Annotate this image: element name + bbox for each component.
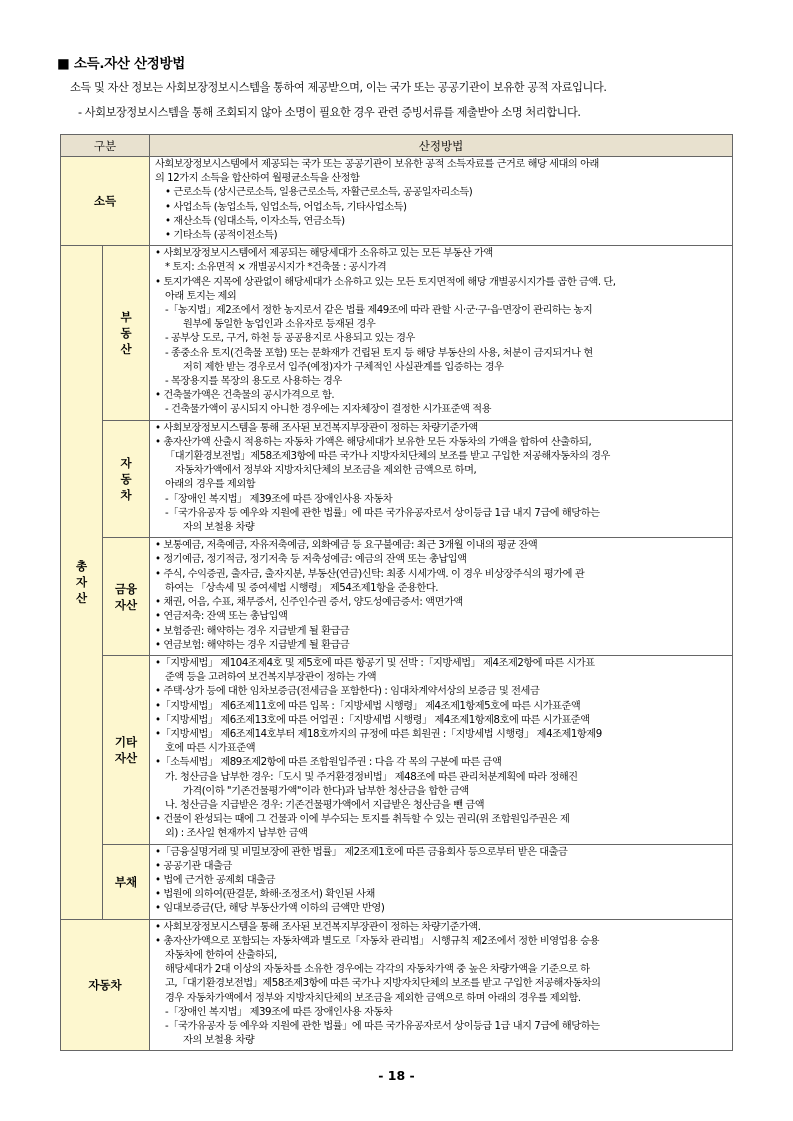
label-vehicle-asset: 자 동 차 bbox=[103, 420, 150, 538]
text-line: • 근로소득 (상시근로소득, 일용근로소득, 자활근로소득, 공공일자리소득) bbox=[165, 187, 473, 199]
text-line: 저히 제한 받는 경우로서 입주(예정)자가 구체적인 사실관계를 입증하는 경우 bbox=[183, 361, 504, 373]
text-line: 경우 자동차가액에서 정부와 지방자치단체의 보조금을 제외한 금액으로 하며 아래의 경우를 제외함. bbox=[165, 992, 581, 1004]
text-line: - 건축물가액이 공시되지 아니한 경우에는 지자체장이 결정한 시가표준액 적용 bbox=[165, 404, 492, 416]
text-line: 아래의 경우를 제외함 bbox=[165, 479, 256, 491]
label-debt: 부채 bbox=[103, 844, 150, 919]
text-line: 해당세대가 2대 이상의 자동차를 소유한 경우에는 각각의 자동차가액 중 높은 차량가액을 기준으로 하 bbox=[165, 964, 590, 976]
text-line: 자동차에 한하여 산출하되, bbox=[165, 949, 277, 961]
text-line: 「대기환경보전법」제58조제3항에 따른 국가나 지방자치단체의 보조를 받고 구입한 저공해자동차의 경우 bbox=[165, 451, 610, 463]
text-line: • 임대보증금(단, 해당 부동산가액 이하의 금액만 반영) bbox=[155, 903, 385, 915]
method-income bbox=[150, 157, 733, 246]
method-debt bbox=[150, 844, 733, 919]
text-line: • 법원에 의하여(판결문, 화해·조정조서) 확인된 사채 bbox=[155, 889, 375, 901]
text-line: -「국가유공자 등 예우와 지원에 관한 법률」에 따른 국가유공자로서 상이등급 1급 내지 7급에 해당하는 bbox=[165, 507, 600, 519]
text-line: - 목장용지를 목장의 용도로 사용하는 경우 bbox=[165, 376, 342, 388]
text-line: • 총자산가액 산출시 적용하는 자동차 가액은 해당세대가 보유한 모든 자동차의 가액을 합하여 산출하되, bbox=[155, 436, 592, 448]
text-line: • 사회보장정보시스템을 통해 조사된 보건복지부장관이 정하는 차량기준가액 bbox=[155, 422, 478, 434]
table-row-real-estate bbox=[61, 246, 733, 420]
table-header-row bbox=[61, 135, 733, 157]
table-row-other-assets bbox=[61, 655, 733, 844]
method-financial bbox=[150, 538, 733, 656]
text-line: - 공부상 도로, 구거, 하천 등 공공용지로 사용되고 있는 경우 bbox=[165, 333, 415, 345]
header-category: 구분 bbox=[61, 135, 150, 157]
text-line: 원부에 동일한 농업인과 소유자로 등재된 경우 bbox=[183, 319, 376, 331]
table-row-vehicle-asset bbox=[61, 420, 733, 538]
label-income: 소득 bbox=[61, 157, 150, 246]
text-line: -「농지법」제2조에서 정한 농지로서 같은 법률 제49조에 따라 관할 시·군·구·읍·면장이 관리하는 농지 bbox=[165, 305, 593, 317]
table-row-debt bbox=[61, 844, 733, 919]
text-line: • 법에 근거한 공제회 대출금 bbox=[155, 874, 276, 886]
method-other-assets bbox=[150, 655, 733, 844]
text-line: • 채권, 어음, 수표, 채무증서, 신주인수권 증서, 양도성예금증서: 액면가액 bbox=[155, 597, 463, 609]
text-line: * 토지: 소유면적 × 개별공시지가 *건축물 : 공시가격 bbox=[165, 262, 387, 274]
text-line: • 재산소득 (임대소득, 이자소득, 연금소득) bbox=[165, 215, 345, 227]
text-line: • 공공기관 대출금 bbox=[155, 860, 232, 872]
text-line: • 연금저축: 잔액 또는 총납입액 bbox=[155, 611, 288, 623]
text-line: -「국가유공자 등 예우와 지원에 관한 법률」에 따른 국가유공자로서 상이등급 1급 내지 7급에 해당하는 bbox=[165, 1020, 600, 1032]
text-line: -「장애인 복지법」 제39조에 따른 장애인사용 자동차 bbox=[165, 493, 393, 505]
text-line: 자의 보철용 차량 bbox=[183, 522, 255, 534]
text-line: 준액 등을 고려하여 보건복지부장관이 정하는 가액 bbox=[165, 672, 377, 684]
text-line: • 주식, 수익증권, 출자금, 출자지분, 부동산(연금)신탁: 최종 시세가액. 이 경우 비상장주식의 평가에 관 bbox=[155, 568, 585, 580]
text-line: -「장애인 복지법」 제39조에 따른 장애인사용 자동차 bbox=[165, 1006, 393, 1018]
method-vehicle-asset bbox=[150, 420, 733, 538]
text-line: • 연금보험: 해약하는 경우 지급받게 될 환급금 bbox=[155, 639, 350, 651]
text-line: - 종중소유 토지(건축물 포함) 또는 문화재가 건립된 토지 등 해당 부동산의 사용, 처분이 금지되거나 현 bbox=[165, 347, 593, 359]
text-line: • 사회보장정보시스템을 통해 조사된 보건복지부장관이 정하는 차량기준가액. bbox=[155, 921, 481, 933]
table-row-income bbox=[61, 157, 733, 246]
label-real-estate: 부 동 산 bbox=[103, 246, 150, 420]
text-line: •「금융실명거래 및 비밀보장에 관한 법률」 제2조제1호에 따른 금융회사 등으로부터 받은 대출금 bbox=[155, 846, 568, 858]
label-vehicle: 자동차 bbox=[61, 919, 150, 1051]
label-financial: 금융 자산 bbox=[103, 538, 150, 656]
text-line: • 사업소득 (농업소득, 임업소득, 어업소득, 기타사업소득) bbox=[165, 201, 407, 213]
text-line: • 건물이 완성되는 때에 그 건물과 이에 부수되는 토지를 취득할 수 있는 권리(위 조합원입주권은 제 bbox=[155, 814, 570, 826]
text-line: •「지방세법」 제6조제13호에 따른 어업권 :「지방세법 시행령」 제4조제1항제8호에 따른 시가표준액 bbox=[155, 714, 590, 726]
text-line: •「지방세법」 제6조제14호부터 제18호까지의 규정에 따른 회원권 :「지방세법 시행령」 제4조제1항제9 bbox=[155, 728, 602, 740]
text-line: •「소득세법」 제89조제2항에 따른 조합원입주권 : 다음 각 목의 구분에 따른 금액 bbox=[155, 757, 502, 769]
text-line: 자동차가액에서 정부와 지방자치단체의 보조금을 제외한 금액으로 하며, bbox=[175, 465, 477, 477]
text-line: 고,「대기환경보전법」제58조제3항에 따른 국가나 지방자치단체의 보조를 받고 구입한 저공해자동차의 bbox=[165, 978, 601, 990]
header-method: 산정방법 bbox=[150, 135, 733, 157]
text-line: 가. 청산금을 납부한 경우:「도시 및 주거환경정비법」 제48조에 따른 관리처분계획에 따라 정해진 bbox=[165, 771, 578, 783]
text-line: 외) : 조사일 현재까지 납부한 금액 bbox=[165, 828, 308, 840]
text-line: 나. 청산금을 지급받은 경우: 기존건물평가액에서 지급받은 청산금을 뺀 금액 bbox=[165, 799, 485, 811]
text-line: 사회보장정보시스템에서 제공되는 국가 또는 공공기관이 보유한 공적 소득자료를 근거로 해당 세대의 아래 bbox=[155, 159, 599, 170]
text-line: 호에 따른 시가표준액 bbox=[165, 743, 256, 755]
page-number: - 18 - bbox=[378, 1068, 415, 1083]
text-line: 의 12가지 소득을 합산하여 월평균소득을 산정함 bbox=[155, 173, 360, 185]
calculation-method-table bbox=[60, 134, 733, 1051]
method-vehicle bbox=[150, 919, 733, 1051]
text-line: • 보험증권: 해약하는 경우 지급받게 될 환급금 bbox=[155, 625, 350, 637]
text-line: 자의 보철용 차량 bbox=[183, 1035, 255, 1047]
text-line: •「지방세법」 제104조제4호 및 제5호에 따른 항공기 및 선박 :「지방세법」 제4조제2항에 따른 시가표 bbox=[155, 657, 595, 669]
section-title: ■ 소득.자산 산정방법 bbox=[57, 56, 186, 72]
text-line: • 주택·상가 등에 대한 임차보증금(전세금을 포함한다) : 임대차계약서상의 보증금 및 전세금 bbox=[155, 686, 540, 698]
table-row-vehicle bbox=[61, 919, 733, 1051]
text-line: • 사회보장정보시스템에서 제공되는 해당세대가 소유하고 있는 모든 부동산 가액 bbox=[155, 248, 493, 260]
text-line: • 토지가액은 지목에 상관없이 해당세대가 소유하고 있는 모든 토지면적에 해당 개별공시지가를 곱한 금액. 단, bbox=[155, 276, 616, 288]
text-line: 아래 토지는 제외 bbox=[165, 290, 237, 302]
label-other-assets: 기타 자산 bbox=[103, 655, 150, 844]
label-total-assets: 총 자 산 bbox=[61, 246, 103, 919]
text-line: • 기타소득 (공적이전소득) bbox=[165, 230, 278, 242]
text-line: • 건축물가액은 건축물의 공시가격으로 함. bbox=[155, 390, 335, 402]
text-line: 하여는 「상속세 및 증여세법 시행령」 제54조제1항을 준용한다. bbox=[165, 582, 439, 594]
intro-line: - 사회보장정보시스템을 통해 조회되지 않아 소명이 필요한 경우 관련 증빙서류를 제출받아 소명 처리합니다. bbox=[78, 106, 581, 119]
text-line: •「지방세법」 제6조제11호에 따른 입목 :「지방세법 시행령」 제4조제1항제5호에 따른 시가표준액 bbox=[155, 700, 581, 712]
intro-line: 소득 및 자산 정보는 사회보장정보시스템을 통하여 제공받으며, 이는 국가 또는 공공기관이 보유한 공적 자료입니다. bbox=[70, 81, 607, 94]
table-row-financial bbox=[61, 538, 733, 656]
method-real-estate bbox=[150, 246, 733, 420]
text-line: 가격(이하 "기존건물평가액"이라 한다)과 납부한 청산금을 합한 금액 bbox=[183, 785, 469, 797]
text-line: • 보통예금, 저축예금, 자유저축예금, 외화예금 등 요구불예금: 최근 3개월 이내의 평균 잔액 bbox=[155, 540, 538, 552]
text-line: • 정기예금, 정기적금, 정기저축 등 저축성예금: 예금의 잔액 또는 총납입액 bbox=[155, 554, 467, 566]
text-line: • 총자산가액으로 포함되는 자동차액과 별도로「자동차 관리법」 시행규칙 제2조에서 정한 비영업용 승용 bbox=[155, 935, 599, 947]
